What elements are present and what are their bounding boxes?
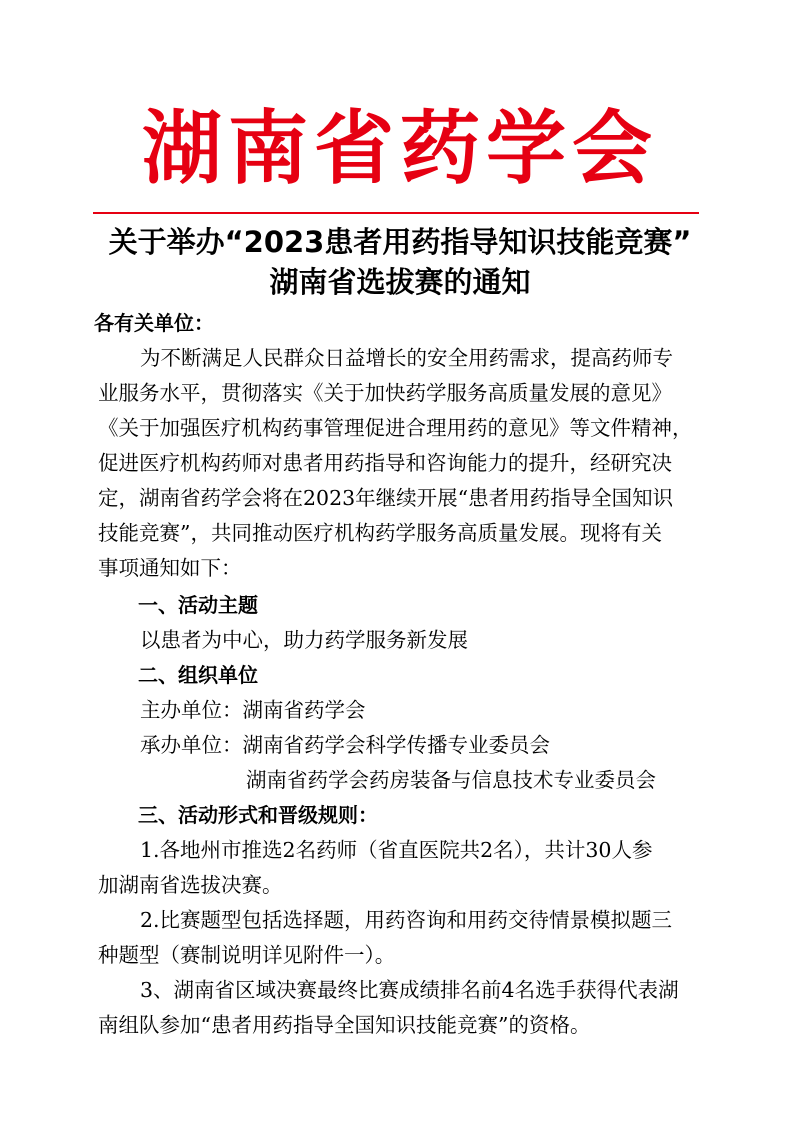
document-title-line-1: 关于举办“2023患者用药指导知识技能竞赛”	[108, 225, 692, 259]
intro-line: 事项通知如下：	[98, 556, 242, 580]
organizer-unit-1: 承办单位：湖南省药学会科学传播专业委员会	[140, 733, 550, 757]
organizer-unit-2: 湖南省药学会药房装备与信息技术专业委员会	[246, 768, 656, 792]
intro-line: 促进医疗机构药师对患者用药指导和咨询能力的提升，经研究决	[98, 451, 672, 475]
rule-3-line: 南组队参加“患者用药指导全国知识技能竞赛”的资格。	[98, 1013, 591, 1037]
intro-line: 为不断满足人民群众日益增长的安全用药需求，提高药师专	[140, 346, 673, 370]
salutation: 各有关单位：	[94, 311, 214, 335]
rule-1-line: 加湖南省选拔决赛。	[98, 873, 283, 897]
section-1-content: 以患者为中心，助力药学服务新发展	[140, 628, 468, 652]
rule-2-line: 2.比赛题型包括选择题，用药咨询和用药交待情景模拟题三	[140, 908, 673, 932]
section-1-heading: 一、活动主题	[138, 593, 258, 617]
section-3-heading: 三、活动形式和晋级规则：	[138, 803, 378, 827]
letterhead-rule	[93, 212, 699, 214]
rule-1-line: 1.各地州市推选2名药师（省直医院共2名），共计30人参	[140, 838, 653, 862]
section-2-heading: 二、组织单位	[138, 663, 258, 687]
document-title-line-2: 湖南省选拔赛的通知	[269, 265, 531, 299]
intro-line: 定，湖南省药学会将在2023年继续开展“患者用药指导全国知识	[98, 486, 674, 510]
rule-2-line: 种题型（赛制说明详见附件一）。	[98, 943, 396, 967]
host-unit: 主办单位：湖南省药学会	[140, 698, 366, 722]
intro-line: 《关于加强医疗机构药事管理促进合理用药的意见》等文件精神，	[98, 416, 693, 440]
letterhead: 湖南省药学会	[142, 101, 658, 195]
intro-line: 业服务水平，贯彻落实《关于加快药学服务高质量发展的意见》	[98, 381, 672, 405]
rule-3-line: 3、湖南省区域决赛最终比赛成绩排名前4名选手获得代表湖	[140, 978, 679, 1002]
intro-line: 技能竞赛”，共同推动医疗机构药学服务高质量发展。现将有关	[98, 521, 662, 545]
